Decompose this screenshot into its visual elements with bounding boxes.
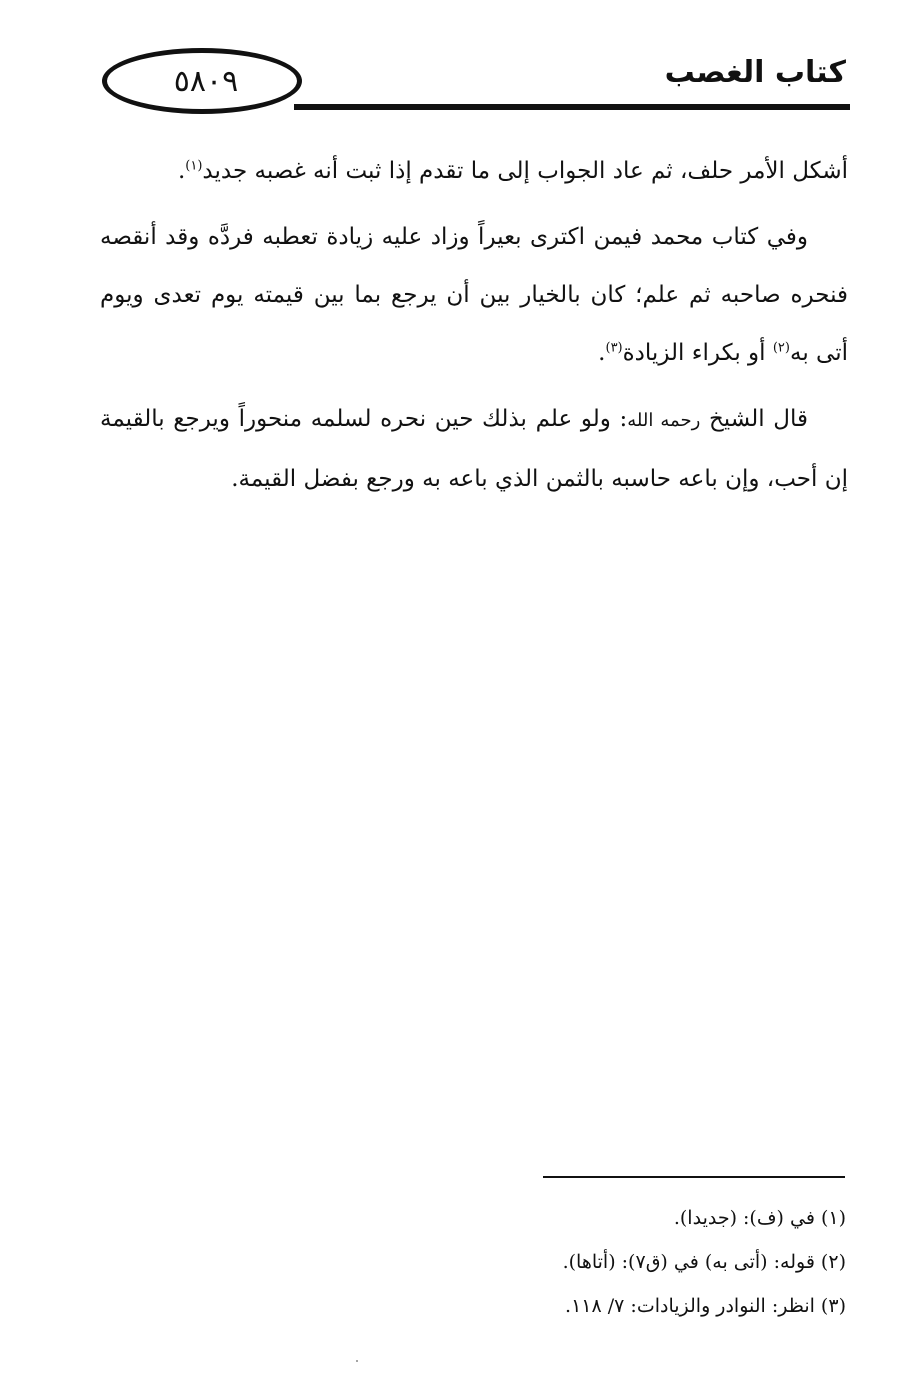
paragraph-1 bbox=[100, 142, 848, 200]
chapter-title: كتاب الغصب bbox=[664, 55, 846, 90]
paragraph-2-text-continued: أو بكراء الزيادة bbox=[622, 340, 773, 366]
paragraph-3-text: قال الشيخ bbox=[708, 406, 808, 432]
footnote-1: (١) في (ف): (جديدا). bbox=[673, 1207, 846, 1229]
paragraph-3 bbox=[100, 390, 848, 508]
header-rule bbox=[294, 104, 850, 110]
page-number: ٥٨٠٩ bbox=[173, 64, 239, 99]
paragraph-1-end: . bbox=[177, 158, 186, 184]
footnote-separator bbox=[543, 1176, 845, 1178]
footnote-ref-1: (١) bbox=[185, 158, 203, 174]
footnote-ref-2: (٢) bbox=[772, 340, 790, 356]
paragraph-3-text-continued: : ولو علم بذلك حين نحره لسلمه منحوراً ويرجع بالقيمة إن أحب، وإن باعه حاسبه بالثمن الذي باعه به ورجع بفضل القيمة. bbox=[100, 406, 848, 492]
paragraph-2 bbox=[100, 208, 848, 382]
footnote-2: (٢) قوله: (أتى به) في (ق٧): (أتاها). bbox=[562, 1251, 846, 1273]
footnotes bbox=[300, 1196, 846, 1328]
scan-speck bbox=[356, 1360, 358, 1362]
honorific-glyph: رحمه الله bbox=[627, 410, 701, 431]
paragraph-2-end: . bbox=[598, 340, 606, 366]
page-header bbox=[98, 40, 850, 120]
footnote-ref-3: (٣) bbox=[605, 340, 623, 356]
main-text bbox=[100, 142, 848, 516]
paragraph-2-text: وفي كتاب محمد فيمن اكترى بعيراً وزاد عليه زيادة تعطبه فردَّه وقد أنقصه فنحره صاحبه ثم علم؛ كان بالخيار بين أن يرجع بما بين قيمته يوم تعدى ويوم أتى به bbox=[100, 224, 848, 366]
paragraph-1-text: أشكل الأمر حلف، ثم عاد الجواب إلى ما تقدم إذا ثبت أنه غصبه جديد bbox=[202, 158, 848, 184]
footnote-3: (٣) انظر: النوادر والزيادات: ٧/ ١١٨. bbox=[565, 1295, 846, 1317]
